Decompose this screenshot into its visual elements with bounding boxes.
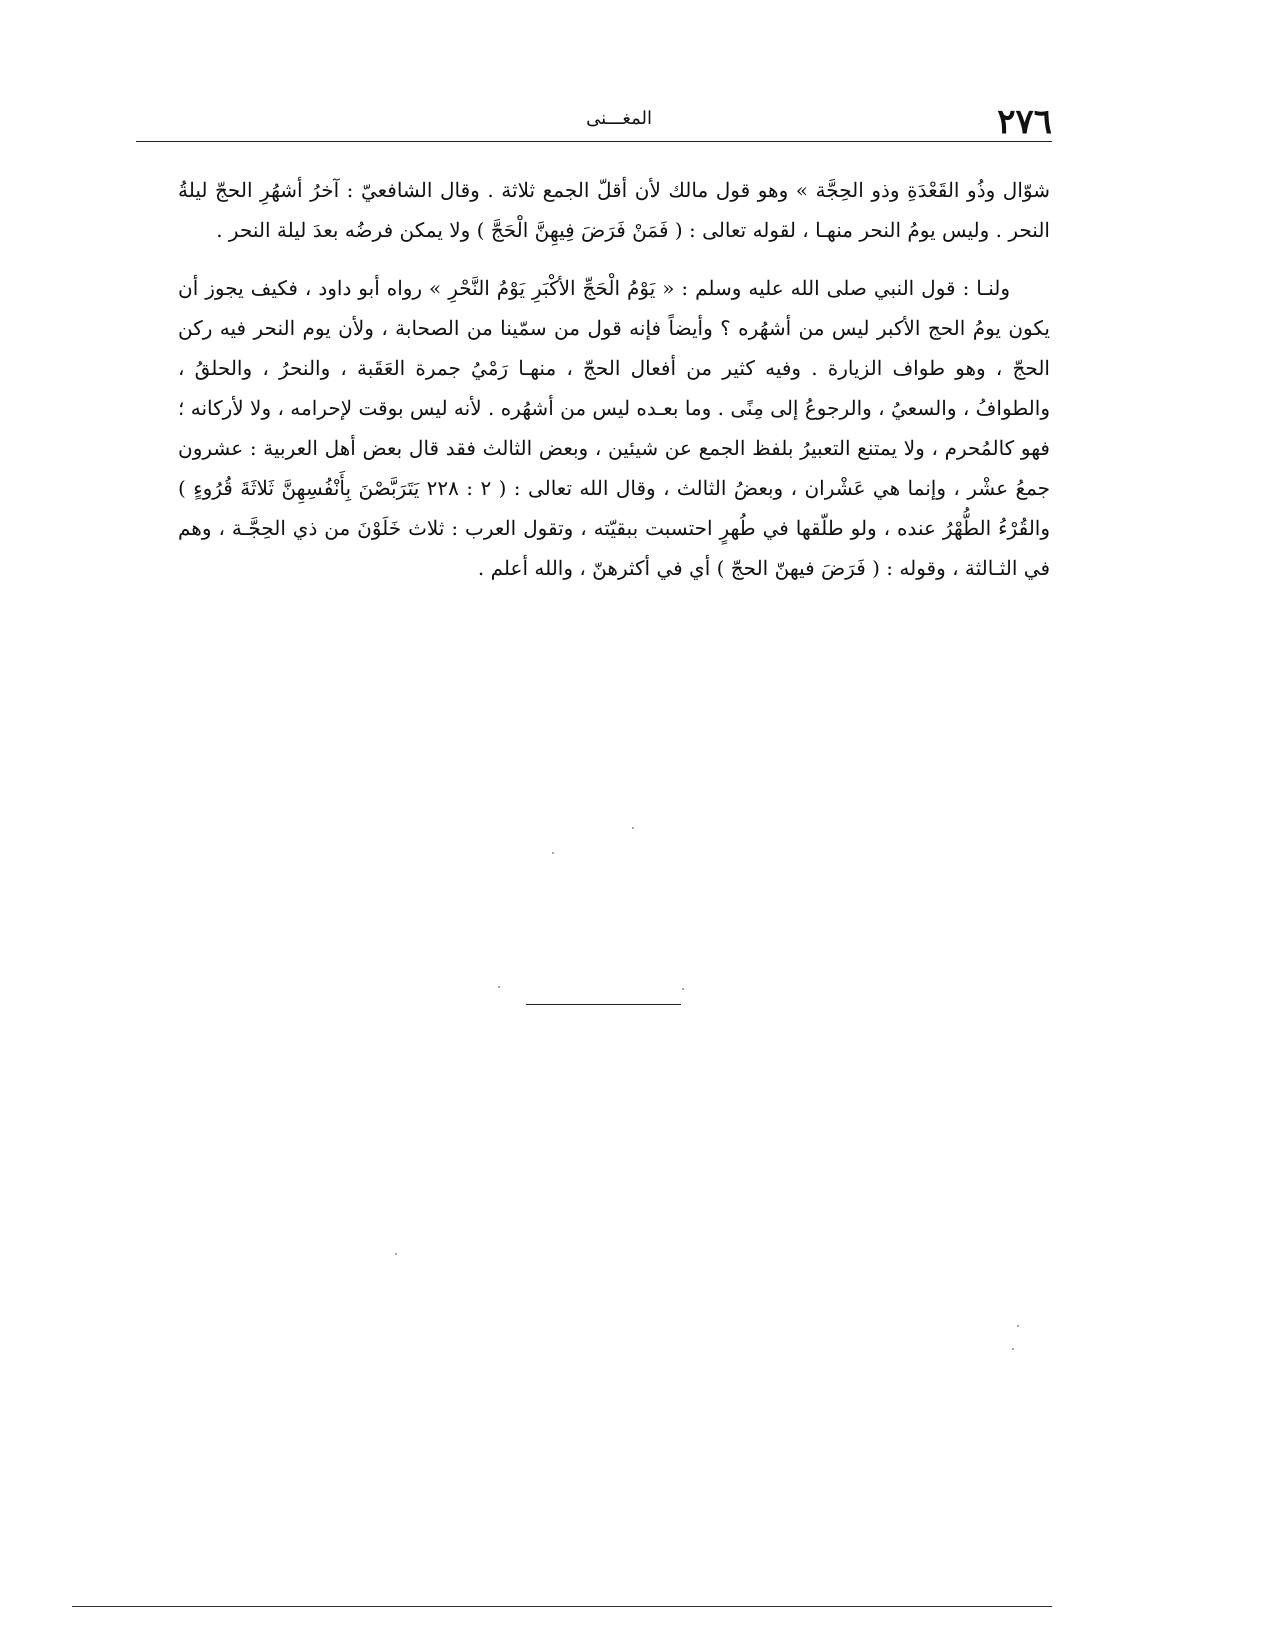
scan-speck xyxy=(682,988,684,990)
paragraph: ولنـا : قول النبي صلى الله عليه وسلم : « يَوْمُ الْحَجِّ الأكْبَرِ يَوْمُ النَّحْرِ » رواه أبو داود ، فكيف يجوز أن يكون يومُ الحج الأكبر ليس من أشهُره ؟ وأيضاً فإنه قول من سمّينا من الصحابة ، ولأن يوم النحر فيه ركن الحجّ ، وهو طواف الزيارة . وفيه كثير من أفعال الحجّ ، منهـا رَمْيُ جمرة العَقَبة ، والنحرُ ، والحلقُ ، والطوافُ ، والسعيُ ، والرجوعُ إلى مِنًى . وما بعـده ليس من أشهُره . لأنه ليس بوقت لإحرامه ، ولا لأركانه ؛ فهو كالمُحرم ، ولا يمتنع التعبيرُ بلفظ الجمع عن شيئين ، وبعض الثالث فقد قال بعض أهل العربية : عشرون جمعُ عشْر ، وإنما هي عَشْران ، وبعضُ الثالث ، وقال الله تعالى : ( ٢ : ٢٢٨ يَتَرَبَّصْنَ بِأَنْفُسِهِنَّ ثَلاثَةَ قُرُوءٍ ) والقُرْءُ الطُّهْرُ عنده ، ولو طلّقها في طُهرٍ احتسبت ببقيّته ، وتقول العرب : ثلاث خَلَوْنَ من ذي الحِجَّـة ، وهم في الثـالثة ، وقوله : ( فَرَضَ فيهنّ الحجّ ) أي في أكثرهنّ ، والله أعلم . xyxy=(178,276,1051,580)
scan-speck xyxy=(395,1253,397,1255)
scan-speck xyxy=(1017,1325,1019,1327)
scan-speck xyxy=(1012,1348,1014,1350)
paragraph: شوّال وذُو القَعْدَةِ وذو الحِجَّة » وهو قول مالك لأن أقلّ الجمع ثلاثة . وقال الشافعيّ : آخرُ أشهُرِ الحجّ ليلةُ النحر . وليس يومُ النحر منهـا ، لقوله تعالى : ( فَمَنْ فَرَضَ فِيهِنَّ الْحَجَّ ) ولا يمكن فرضُه بعدَ ليلة النحر . xyxy=(178,178,1050,242)
scan-speck xyxy=(552,852,554,854)
scan-speck xyxy=(632,827,634,829)
scan-speck xyxy=(498,986,500,988)
page-number: ٢٧٦ xyxy=(997,102,1052,142)
page-header xyxy=(176,96,1052,146)
footer-rule xyxy=(72,1606,1052,1607)
section-end-rule xyxy=(526,1004,681,1005)
header-rule xyxy=(136,141,1052,142)
body-text xyxy=(178,170,1050,588)
running-title: المغـــنى xyxy=(586,108,652,129)
